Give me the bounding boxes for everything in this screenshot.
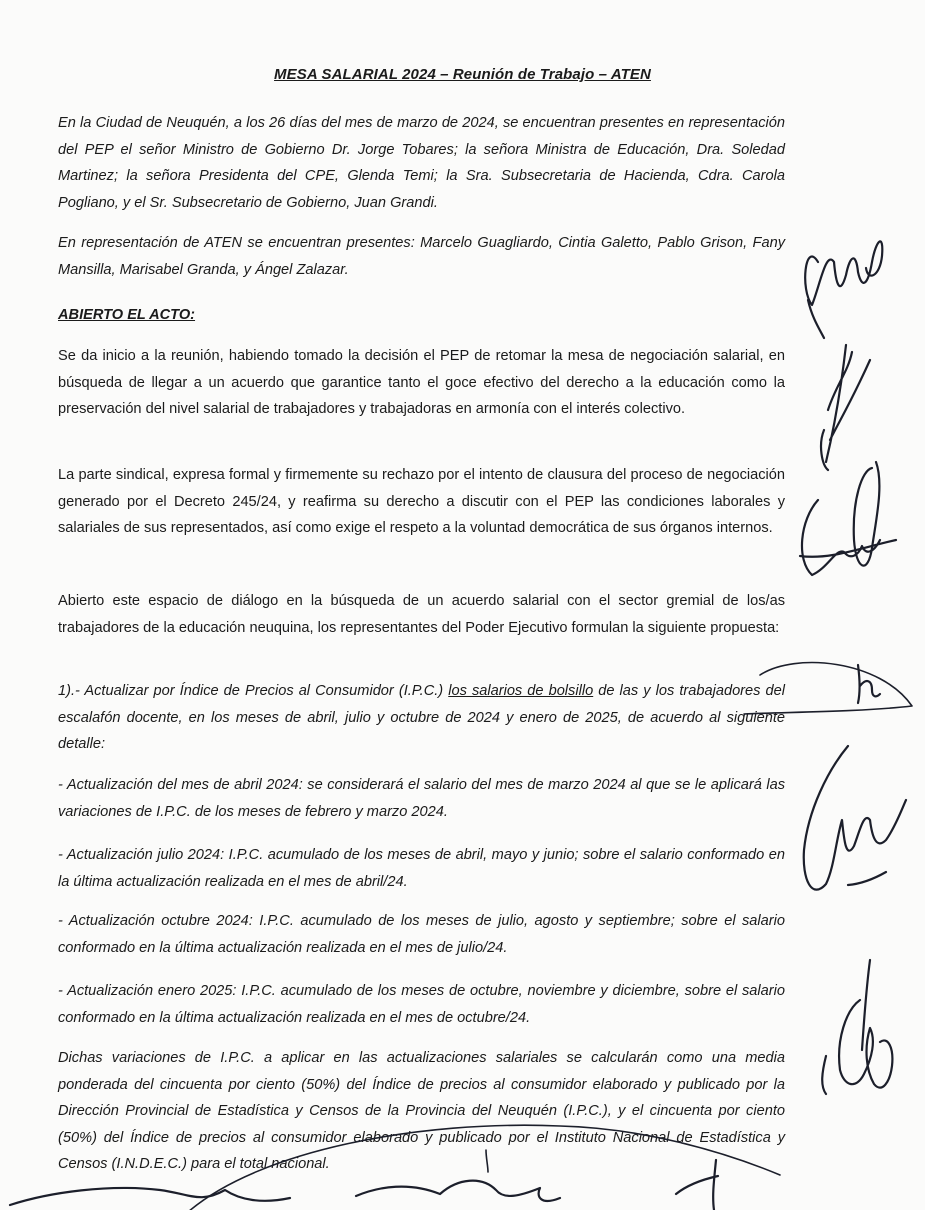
proposal-underlined-text: los salarios de bolsillo	[448, 683, 594, 699]
signature-2	[821, 345, 870, 470]
signature-3	[800, 462, 896, 575]
proposal-intro-paragraph: Abierto este espacio de diálogo en la búsqueda de un acuerdo salarial con el sector gremial de los/as trabajadores de la educación neuquina, los representantes del Poder Ejecutivo formulan la siguiente propuesta:	[58, 593, 785, 636]
update-april: - Actualización del mes de abril 2024: se considerará el salario del mes de marzo 2024 al que se le aplicará las variaciones de I.P.C. de los meses de febrero y marzo 2024.	[58, 777, 785, 820]
signature-1	[805, 241, 882, 338]
intro-paragraph: En la Ciudad de Neuquén, a los 26 días del mes de marzo de 2024, se encuentran presentes en representación del PEP el señor Ministro de Gobierno Dr. Jorge Tobares; la señora Ministra de Educación, Dra. Soledad Martinez; la señora Presidenta del CPE, Glenda Temi; la Sra. Subsecretaria de Hacienda, Cdra. Carola Pogliano, y el Sr. Subsecretario de Gobierno, Juan Grandi.	[58, 115, 785, 211]
bottom-mid-scribble	[356, 1181, 560, 1201]
ipc-calculation-note: Dichas variaciones de I.P.C. a aplicar en las actualizaciones salariales se calcularán como una media ponderada del cincuenta por ciento (50%) del Índice de precios al consumidor elaborado y publicado por la Dirección Provincial de Estadística y Censos de la Provincia del Neuquén (I.P.C.), y el cincuenta por ciento (50%) del Índice de precios al consumidor elaborado y publicado por el Instituto Nacional de Estadística y Censos (I.N.D.E.C.) para el total nacional.	[58, 1050, 785, 1172]
aten-attendees-paragraph: En representación de ATEN se encuentran presentes: Marcelo Guagliardo, Cintia Galetto, Pablo Grison, Fany Mansilla, Marisabel Granda, y Ángel Zalazar.	[58, 235, 785, 278]
signature-4	[804, 746, 906, 890]
proposal-text-after: de las y los trabajadores del escalafón docente, en los meses de abril, julio y octubre de 2024 y enero de 2025, de acuerdo al siguiente detalle:	[58, 683, 785, 752]
opening-heading: ABIERTO EL ACTO:	[58, 307, 196, 323]
document-title: MESA SALARIAL 2024 – Reunión de Trabajo – ATEN	[274, 66, 651, 83]
update-january: - Actualización enero 2025: I.P.C. acumulado de los meses de octubre, noviembre y diciembre, sobre el salario conformado en la última actualización realizada en el mes de octubre/24.	[58, 983, 785, 1026]
update-july: - Actualización julio 2024: I.P.C. acumulado de los meses de abril, mayo y junio; sobre el salario conformado en la última actualización realizada en el mes de abril/24.	[58, 847, 785, 890]
union-position-paragraph: La parte sindical, expresa formal y firmemente su rechazo por el intento de clausura del proceso de negociación generado por el Decreto 245/24, y reafirma su derecho a discutir con el PEP las condiciones laborales y salariales de sus representados, así como exige el respeto a la voluntad democrática de sus órganos internos.	[58, 467, 785, 536]
proposal-item-1	[58, 678, 785, 758]
signature-5	[822, 960, 892, 1094]
opening-paragraph: Se da inicio a la reunión, habiendo tomado la decisión el PEP de retomar la mesa de negociación salarial, en búsqueda de llegar a un acuerdo que garantice tanto el goce efectivo del derecho a la educación como la preservación del nivel salarial de trabajadores y trabajadoras en armonía con el interés colectivo.	[58, 348, 785, 417]
update-october: - Actualización octubre 2024: I.P.C. acumulado de los meses de julio, agosto y septiembre; sobre el salario conformado en la última actualización realizada en el mes de julio/24.	[58, 913, 785, 956]
initials-mark	[858, 665, 880, 703]
proposal-text-before: 1).- Actualizar por Índice de Precios al Consumidor (I.P.C.)	[58, 683, 449, 699]
bottom-left-scribble	[10, 1188, 290, 1205]
